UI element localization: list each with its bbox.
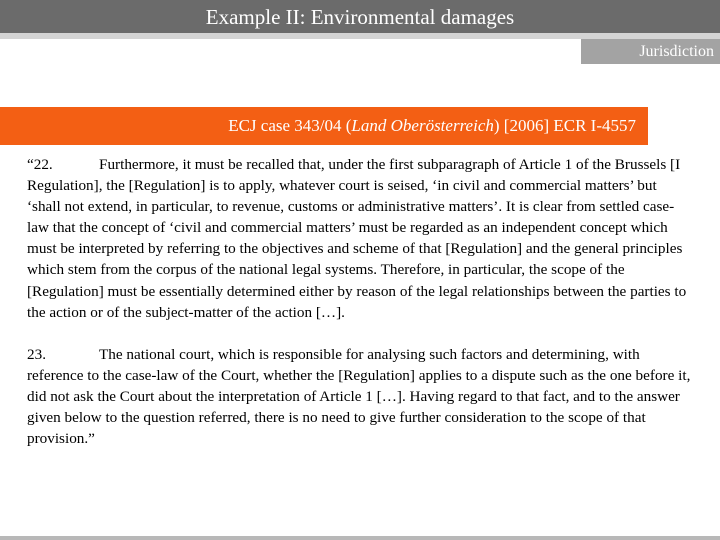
slide-title: Example II: Environmental damages (205, 5, 515, 29)
case-party: Land Oberösterreich (351, 116, 494, 135)
paragraph-number: 23. (27, 345, 46, 363)
paragraph-number: “22. (27, 156, 53, 173)
case-citation-banner (0, 107, 648, 145)
section-label: Jurisdiction (581, 39, 720, 64)
paragraph-spacer (27, 323, 692, 344)
quote-paragraph-23 (27, 344, 692, 449)
case-prefix: ECJ case 343/04 ( (228, 116, 352, 135)
judgment-quote (27, 154, 692, 449)
footer-divider (0, 536, 720, 540)
case-suffix: ) [2006] ECR I-4557 (493, 116, 636, 135)
title-bar (0, 0, 720, 33)
quote-paragraph-22 (27, 154, 692, 323)
paragraph-text: Furthermore, it must be recalled that, under the first subparagraph of Article 1 of the Brussels [I Regulation], the [Regulation] is to apply, whatever court is seised, ‘in civil and commercial matters’ but ‘shall not extend, in particular, to revenue, customs or administrative matters’. It is clear from settled case-law that the concept of ‘civil and commercial matters’ must be regarded as an independent concept which must be interpreted by referring to the objectives and scheme of that [Regulation] and the general principles which stem from the corpus of the national legal systems. Therefore, in particular, the scope of the [Regulation] must be essentially determined either by reason of the legal relationships between the parties to the action or of the subject-matter of the action […]. (27, 156, 687, 321)
paragraph-text: The national court, which is responsible for analysing such factors and determining, with reference to the case-law of the Court, whether the [Regulation] applies to a dispute such as the one before it, did not ask the Court about the interpretation of Article 1 […]. Having regard to that fact, and to the answer given below to the question referred, there is no need to give further consideration to the scope of that provision.” (27, 345, 691, 448)
